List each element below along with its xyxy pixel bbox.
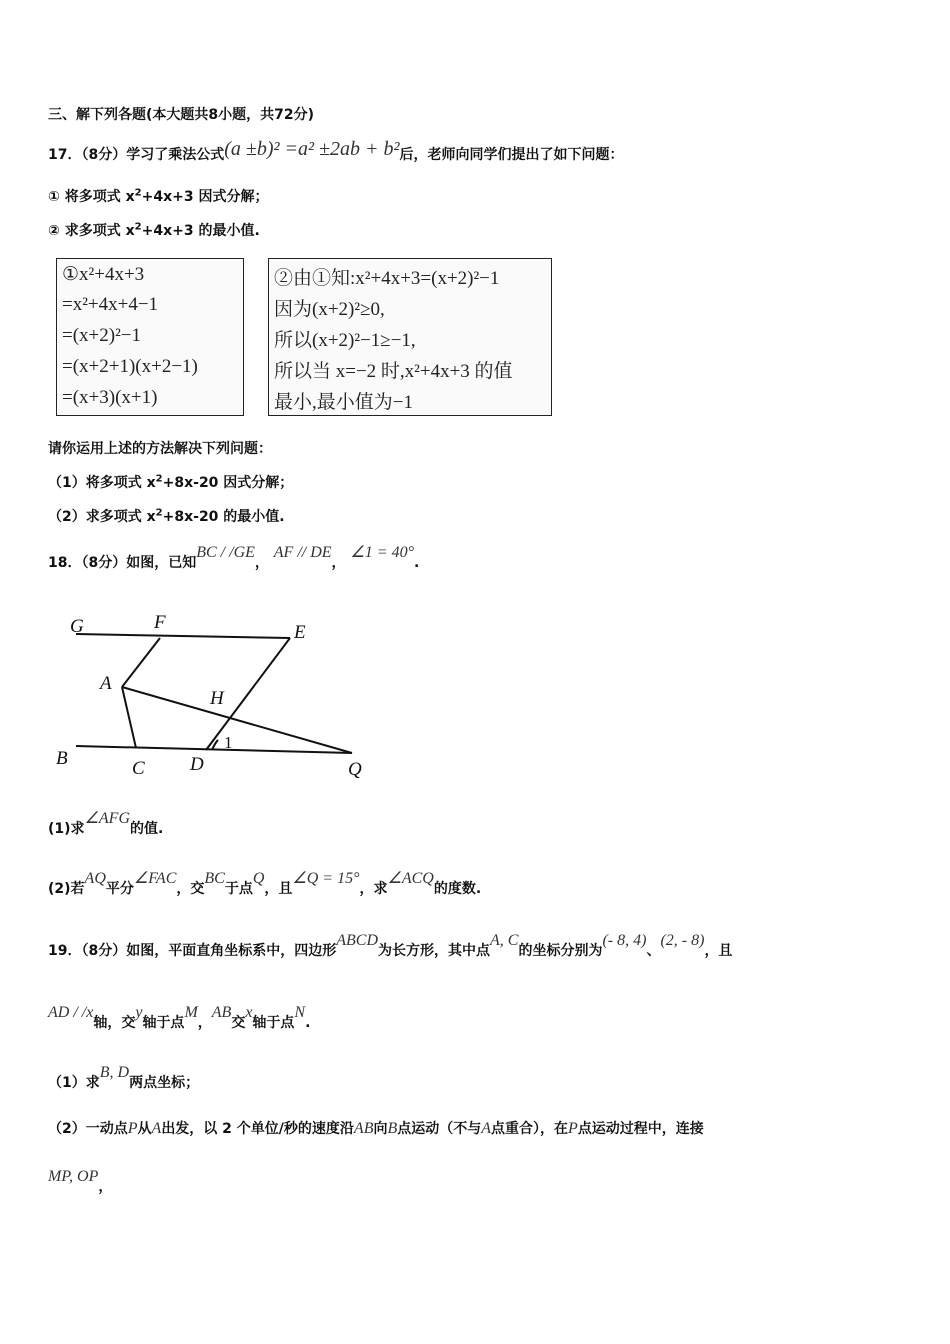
box1-line: =(x+2+1)(x+2−1)	[62, 356, 198, 377]
q17-sub1-pre: （1）将多项式 x	[48, 475, 156, 491]
label-g: G	[70, 616, 84, 637]
label-f: F	[154, 612, 166, 633]
q18-sep1: ，	[254, 555, 269, 571]
q18-p2-text: ，且	[264, 881, 293, 897]
sup-2: 2	[134, 221, 142, 233]
q19-math: y	[135, 1004, 143, 1021]
q18-cond1: BC / /GE	[196, 544, 255, 561]
label-e: E	[294, 622, 306, 643]
q19-text: 为长方形，其中点	[378, 943, 491, 959]
q19-text: 从	[137, 1121, 152, 1137]
box1-line: =(x+3)(x+1)	[62, 387, 158, 408]
q19-math: AB	[353, 1120, 374, 1137]
line-ge	[76, 634, 290, 638]
sup-2: 2	[155, 507, 163, 519]
box2-line: 因为(x+2)²≥0,	[274, 299, 385, 320]
q19-text: 轴于点	[252, 1015, 295, 1031]
q19-intro	[48, 932, 733, 960]
box2-line: ②由①知:x²+4x+3=(x+2)²−1	[274, 268, 500, 289]
q19-p1-post: 两点坐标；	[129, 1075, 200, 1091]
q18-p2-text: ，求	[359, 881, 388, 897]
q19-line2	[48, 1004, 311, 1032]
q17-item1	[48, 186, 268, 206]
q18-sep2: ，	[331, 555, 346, 571]
label-q: Q	[348, 759, 362, 780]
q17-item1-pre: ① 将多项式 x	[48, 189, 135, 205]
q19-math: P	[127, 1120, 138, 1137]
q19-part2	[48, 1118, 704, 1138]
label-angle-1: 1	[224, 733, 233, 752]
q18-lead: 18．（8分）如图，已知	[48, 555, 197, 571]
q19-text: 、	[646, 943, 661, 959]
segment-ac	[122, 687, 136, 748]
q17-intro	[48, 138, 624, 165]
q18-p2-math: ∠ACQ	[387, 870, 434, 887]
q19-text: 点运动（不与	[397, 1121, 482, 1137]
q18-cond3: ∠1 = 40°	[350, 544, 414, 561]
q19-math: A	[151, 1120, 162, 1137]
q17-lead: 17．（8分）学习了乘法公式	[48, 147, 225, 163]
q18-p1-pre: (1)求	[48, 821, 85, 837]
q18-p2-math: BC	[204, 870, 225, 887]
label-h: H	[210, 688, 224, 709]
q17-formula: (a ±b)² =a² ±2ab + b²	[224, 138, 400, 160]
q19-math: A, C	[490, 932, 519, 949]
box2-line: 最小,最小值为−1	[274, 392, 413, 413]
q19-text: 向	[373, 1121, 388, 1137]
sup-2: 2	[134, 187, 142, 199]
q19-p1-pre: （1）求	[48, 1075, 100, 1091]
q18-p2-math: Q	[252, 870, 265, 887]
sup-2: 2	[155, 473, 163, 485]
box2-line: 所以(x+2)²−1≥−1,	[274, 330, 416, 351]
q19-text: 点重合），在	[491, 1121, 569, 1137]
solution-box-factor	[56, 258, 244, 416]
q18-p2-math: AQ	[84, 870, 106, 887]
q18-p2-math: ∠FAC	[133, 870, 177, 887]
q18-part1	[48, 810, 164, 838]
q18-p2-text: ，交	[176, 881, 205, 897]
q18-part2	[48, 870, 482, 898]
q17-sub2-post: +8x-20 的最小值.	[162, 509, 285, 525]
q19-math: (2, - 8)	[660, 932, 705, 949]
q19-text: （2）一动点	[48, 1121, 128, 1137]
box1-line: =x²+4x+4−1	[62, 294, 159, 315]
box1-line: =(x+2)²−1	[62, 325, 141, 346]
q18-p1-math: ∠AFG	[84, 810, 130, 827]
q18-p2-text: 于点	[224, 881, 253, 897]
q19-text: 交	[231, 1015, 246, 1031]
q19-text: 轴，交	[93, 1015, 136, 1031]
q19-math: A	[481, 1120, 492, 1137]
q18-p2-text: 平分	[105, 881, 134, 897]
q19-text: ，	[197, 1015, 212, 1031]
q19-math: x	[245, 1004, 253, 1021]
q19-text: ，且	[704, 943, 733, 959]
q19-part2-cont	[48, 1168, 113, 1196]
q18-p1-post: 的值.	[130, 821, 164, 837]
q19-math: AB	[211, 1004, 232, 1021]
q19-lead: 19．（8分）如图，平面直角坐标系中，四边形	[48, 943, 337, 959]
q17-item2-pre: ② 求多项式 x	[48, 223, 135, 239]
q18-end: .	[413, 555, 420, 571]
q17-tail: 后，老师向同学们提出了如下问题：	[399, 147, 624, 163]
q18-cond2: AF // DE	[273, 544, 332, 561]
q19-math: (- 8, 4)	[602, 932, 647, 949]
section-title: 三、解下列各题(本大题共8小题，共72分)	[48, 107, 315, 123]
q19-text: 点运动过程中，连接	[577, 1121, 704, 1137]
q18-geometry-figure	[40, 600, 380, 790]
q17-prompt: 请你运用上述的方法解决下列问题：	[48, 441, 272, 457]
q18-p2-math: ∠Q = 15°	[292, 870, 360, 887]
q19-math: N	[294, 1004, 306, 1021]
segment-aq	[122, 687, 352, 753]
q17-item2-post: +4x+3 的最小值.	[141, 223, 260, 239]
q19-math: MP, OP	[48, 1168, 99, 1185]
q19-text: .	[305, 1015, 311, 1031]
q19-math: B	[387, 1120, 398, 1137]
q17-sub1-post: +8x-20 因式分解；	[162, 475, 294, 491]
q17-sub2-pre: （2）求多项式 x	[48, 509, 156, 525]
q18-p2-text: 的度数.	[433, 881, 482, 897]
label-c: C	[132, 758, 145, 779]
solution-box-minimum	[268, 258, 552, 416]
q19-p1-math: B, D	[99, 1064, 130, 1081]
q17-item1-post: +4x+3 因式分解；	[141, 189, 269, 205]
q19-part1	[48, 1064, 200, 1092]
q17-item2	[48, 220, 260, 240]
q19-math: ABCD	[336, 932, 379, 949]
box1-line: ①x²+4x+3	[62, 264, 145, 285]
segment-fa	[122, 638, 160, 687]
label-d: D	[190, 754, 204, 775]
q18-p2-pre: (2)若	[48, 881, 85, 897]
label-b: B	[56, 748, 68, 769]
q19-math: AD / /x	[48, 1004, 94, 1021]
q19-math: M	[184, 1004, 198, 1021]
label-a: A	[100, 673, 112, 694]
box2-line: 所以当 x=−2 时,x²+4x+3 的值	[274, 361, 513, 382]
q19-text: ，	[98, 1179, 113, 1195]
q19-math: P	[568, 1120, 578, 1137]
q17-sub1	[48, 472, 293, 492]
q19-text: 的坐标分别为	[518, 943, 603, 959]
q19-text: 轴于点	[142, 1015, 185, 1031]
q18-intro	[48, 544, 420, 572]
q17-sub2	[48, 506, 285, 526]
q19-text: 出发，以 2 个单位/秒的速度沿	[161, 1121, 354, 1137]
